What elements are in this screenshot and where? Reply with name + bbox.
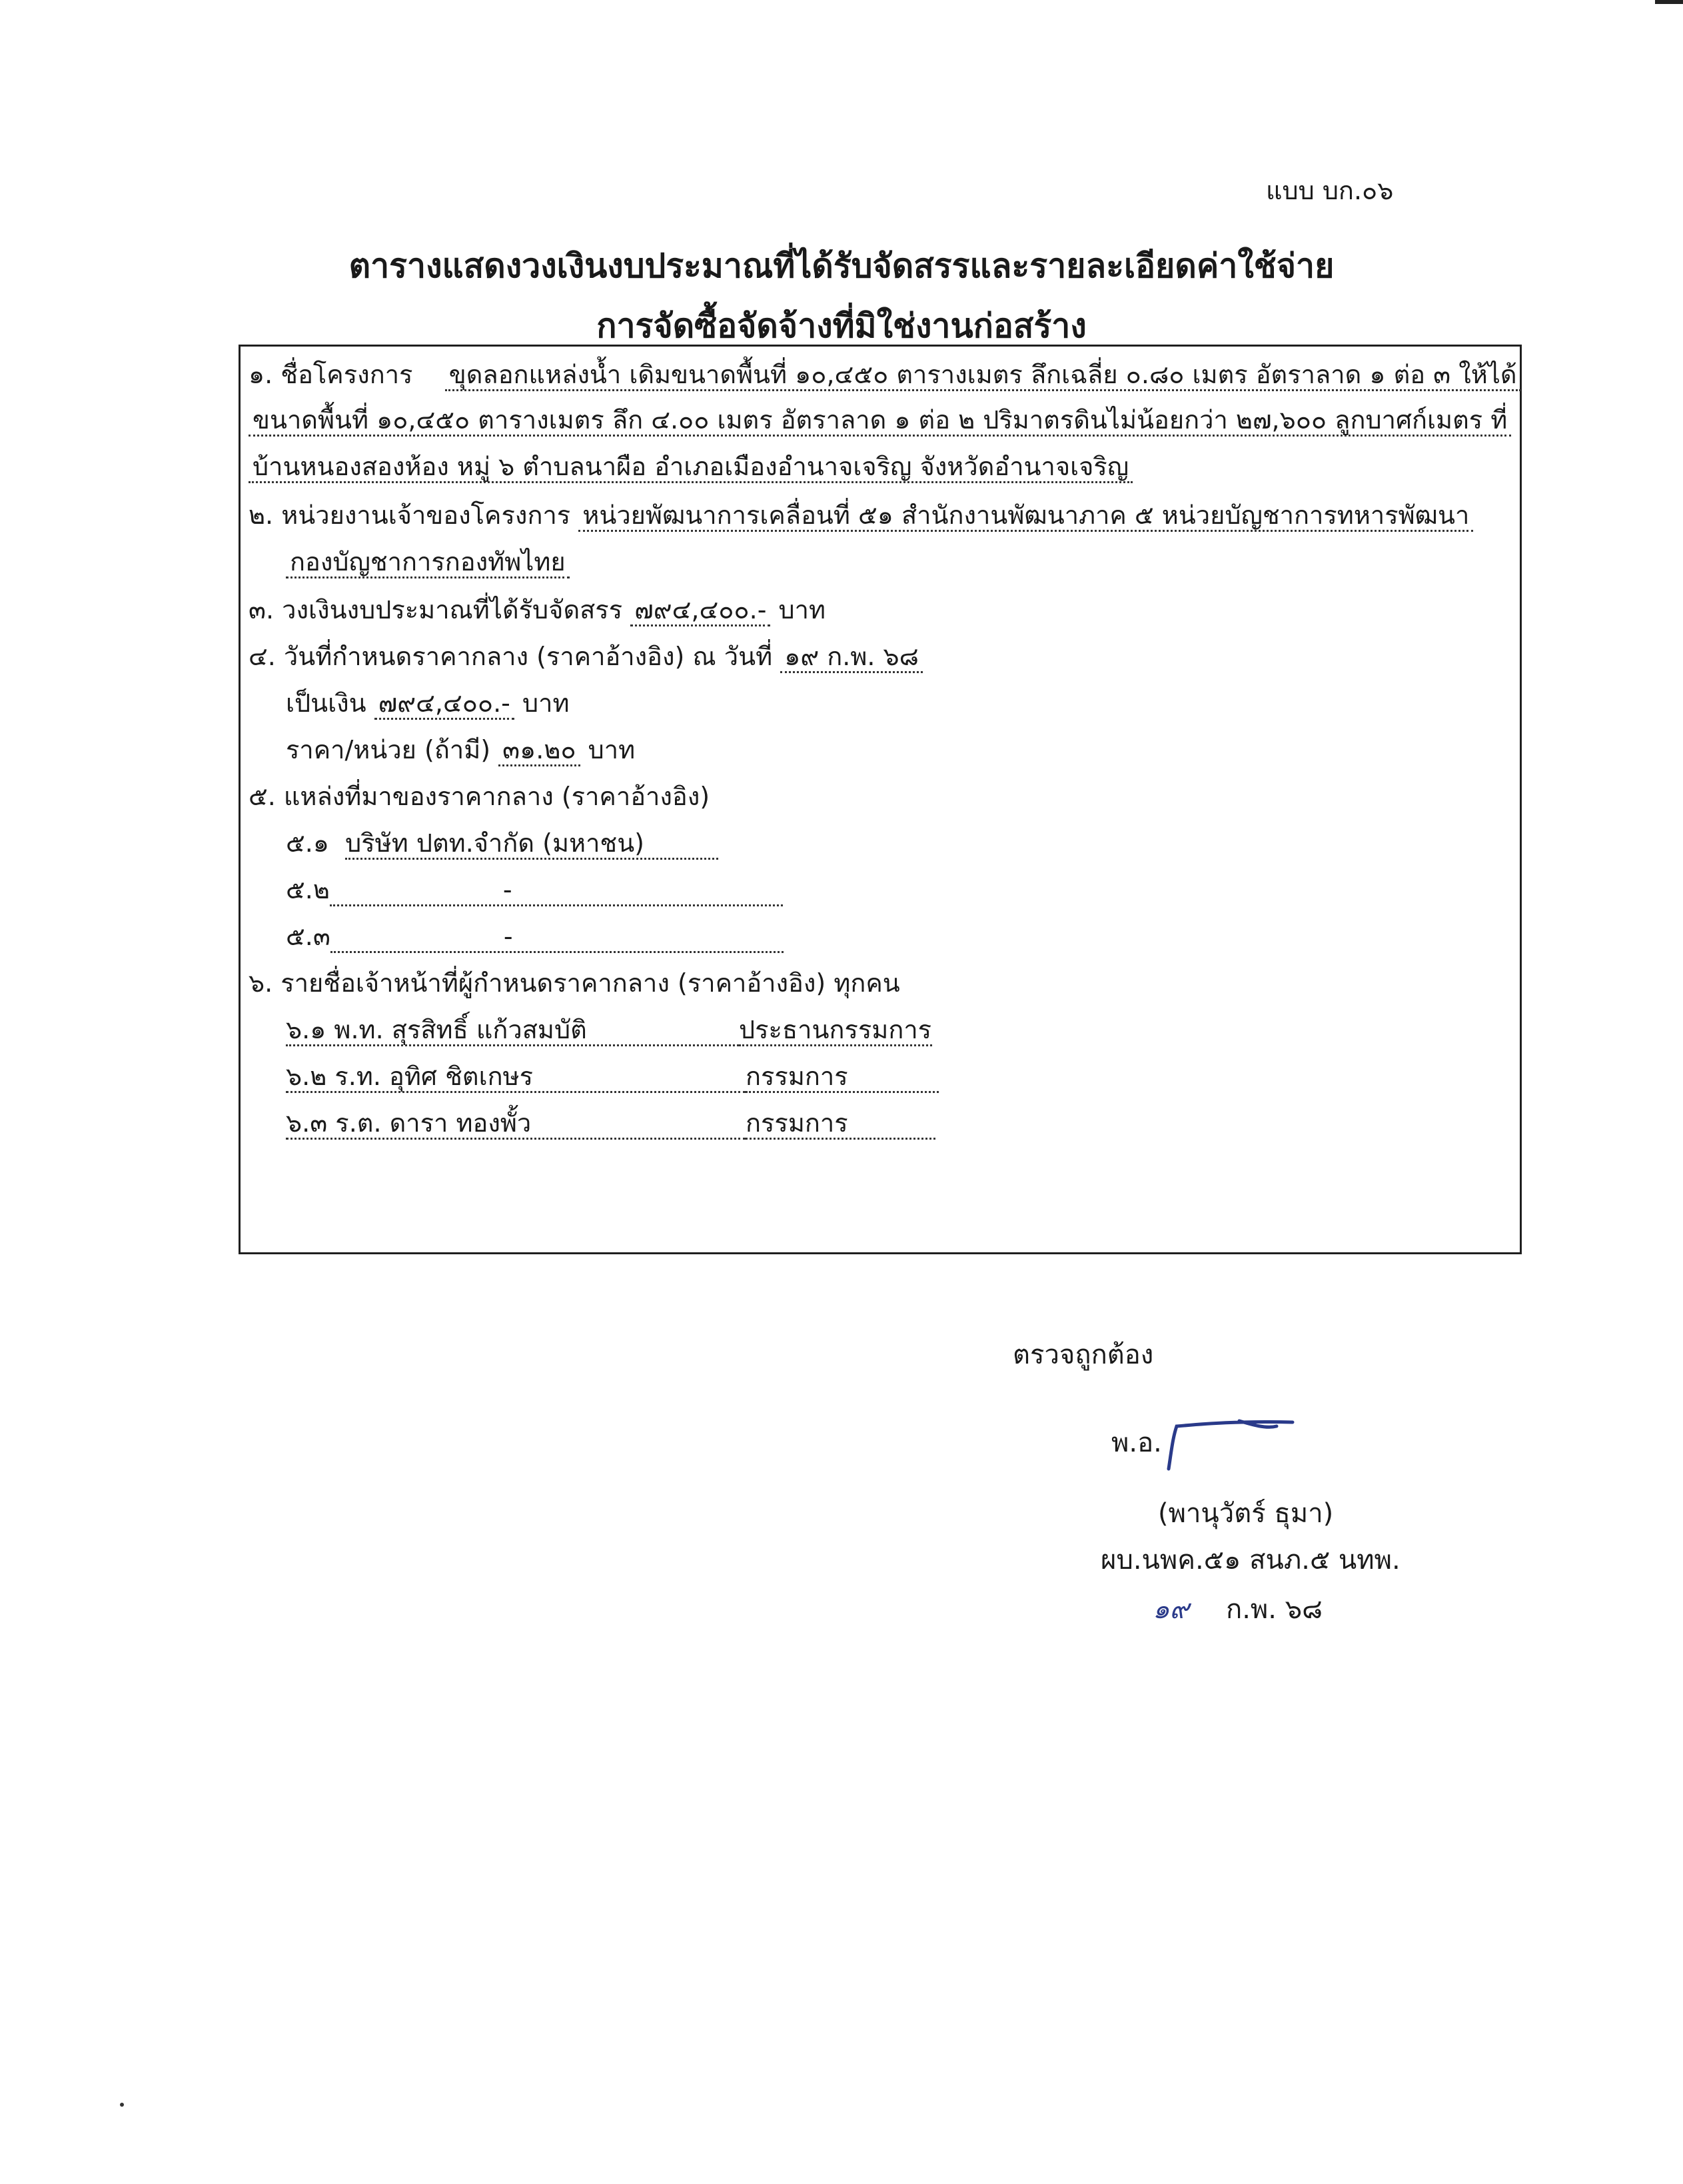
scan-speck (120, 2103, 124, 2107)
member-num: ๖.๓ (286, 1108, 328, 1138)
signer-position: ผบ.นพค.๕๑ สนภ.๕ นทพ. (1101, 1545, 1401, 1576)
details-box (239, 345, 1522, 1254)
source-row (286, 830, 718, 860)
unit-price-value: ๓๑.๒๐ (498, 735, 580, 766)
member-role: ประธานกรรมการ (739, 1015, 932, 1044)
item1-line1 (249, 361, 1521, 389)
source-text: - (503, 922, 513, 951)
item2-line2 (286, 548, 570, 576)
item1-line3 (249, 453, 1133, 481)
source-num: ๕.๓ (286, 922, 330, 951)
member-name: ร.ท. อุทิศ ชิตเกษร (334, 1062, 534, 1091)
document-title-line1: ตารางแสดงวงเงินงบประมาณที่ได้รับจัดสรรและรายละเอียดค่าใช้จ่าย (348, 247, 1335, 285)
handwritten-day: ๑๙ (1153, 1594, 1189, 1625)
source-num: ๕.๒ (286, 875, 330, 904)
item1-text-line3: บ้านหนองสองห้อง หมู่ ๖ ตำบลนาผือ อำเภอเมืองอำนาจเจริญ จังหวัดอำนาจเจริญ (249, 452, 1133, 483)
source-text: - (502, 875, 512, 904)
item3-line (249, 596, 826, 624)
item4-unit-price-line (286, 736, 635, 764)
unit-price-unit: บาท (588, 735, 636, 764)
member-name: พ.ท. สุรสิทธิ์ แก้วสมบัติ (334, 1015, 587, 1044)
signer-rank: พ.อ. (1111, 1428, 1162, 1458)
item6-label: ๖. รายชื่อเจ้าหน้าที่ผู้กำหนดราคากลาง (ราคาอ้างอิง) ทุกคน (249, 968, 900, 998)
item3-label: ๓. วงเงินงบประมาณที่ได้รับจัดสรร (249, 595, 623, 624)
member-row (286, 1063, 939, 1093)
member-num: ๖.๒ (286, 1062, 327, 1091)
member-num: ๖.๑ (286, 1015, 326, 1044)
item1-text-line1: ขุดลอกแหล่งน้ำ เดิมขนาดพื้นที่ ๑๐,๔๕๐ ตารางเมตร ลึกเฉลี่ย ๐.๘๐ เมตร อัตราลาด ๑ ต่อ ๓ ให้ได้ (445, 360, 1521, 391)
source-num: ๕.๑ (286, 828, 329, 858)
member-row (286, 1110, 935, 1140)
document-title-line2: การจัดซื้อจัดจ้างที่มิใช่งานก่อสร้าง (596, 307, 1087, 345)
member-row (286, 1016, 932, 1046)
verification-label: ตรวจถูกต้อง (1013, 1340, 1154, 1370)
source-row (286, 923, 784, 953)
item2-label: ๒. หน่วยงานเจ้าของโครงการ (249, 501, 571, 530)
amount-unit: บาท (522, 688, 570, 718)
member-name: ร.ต. ดารา ทองพั้ว (335, 1108, 532, 1138)
item4-label: ๔. วันที่กำหนดราคากลาง (ราคาอ้างอิง) ณ วันที่ (249, 642, 773, 671)
source-text: บริษัท ปตท.จำกัด (มหาชน) (345, 828, 644, 858)
budget-unit: บาท (778, 595, 826, 624)
amount-label: เป็นเงิน (286, 688, 366, 718)
source-row (286, 876, 783, 906)
item5-label: ๕. แหล่งที่มาของราคากลาง (ราคาอ้างอิง) (249, 782, 710, 811)
member-role: กรรมการ (746, 1062, 848, 1091)
item1-line2 (249, 407, 1511, 435)
item4-amount-line (286, 690, 570, 718)
amount-value: ๗๙๔,๔๐๐.- (374, 688, 514, 720)
item2-text-line2: กองบัญชาการกองทัพไทย (286, 547, 570, 578)
form-code: แบบ บก.๐๖ (1266, 176, 1394, 205)
item4-line (249, 643, 923, 671)
budget-value: ๗๙๔,๔๐๐.- (630, 595, 770, 626)
signed-month-year: ก.พ. ๖๘ (1226, 1594, 1323, 1625)
signature-mark (1159, 1412, 1306, 1472)
item2-text-line1: หน่วยพัฒนาการเคลื่อนที่ ๕๑ สำนักงานพัฒนาภาค ๕ หน่วยบัญชาการทหารพัฒนา (578, 501, 1473, 532)
item2-line1 (249, 502, 1473, 530)
reference-date: ๑๙ ก.พ. ๖๘ (780, 642, 923, 673)
unit-price-label: ราคา/หน่วย (ถ้ามี) (286, 735, 491, 764)
member-role: กรรมการ (746, 1108, 848, 1138)
signer-name: (พานุวัตร์ ธุมา) (1158, 1498, 1334, 1529)
item1-text-line2: ขนาดพื้นที่ ๑๐,๔๕๐ ตารางเมตร ลึก ๔.๐๐ เมตร อัตราลาด ๑ ต่อ ๒ ปริมาตรดินไม่น้อยกว่า ๒๗,๖๐๐ ลูกบาศก์เมตร ที่ (249, 405, 1511, 437)
scan-edge-mark (1655, 0, 1683, 4)
item1-label: ๑. ชื่อโครงการ (249, 360, 413, 389)
